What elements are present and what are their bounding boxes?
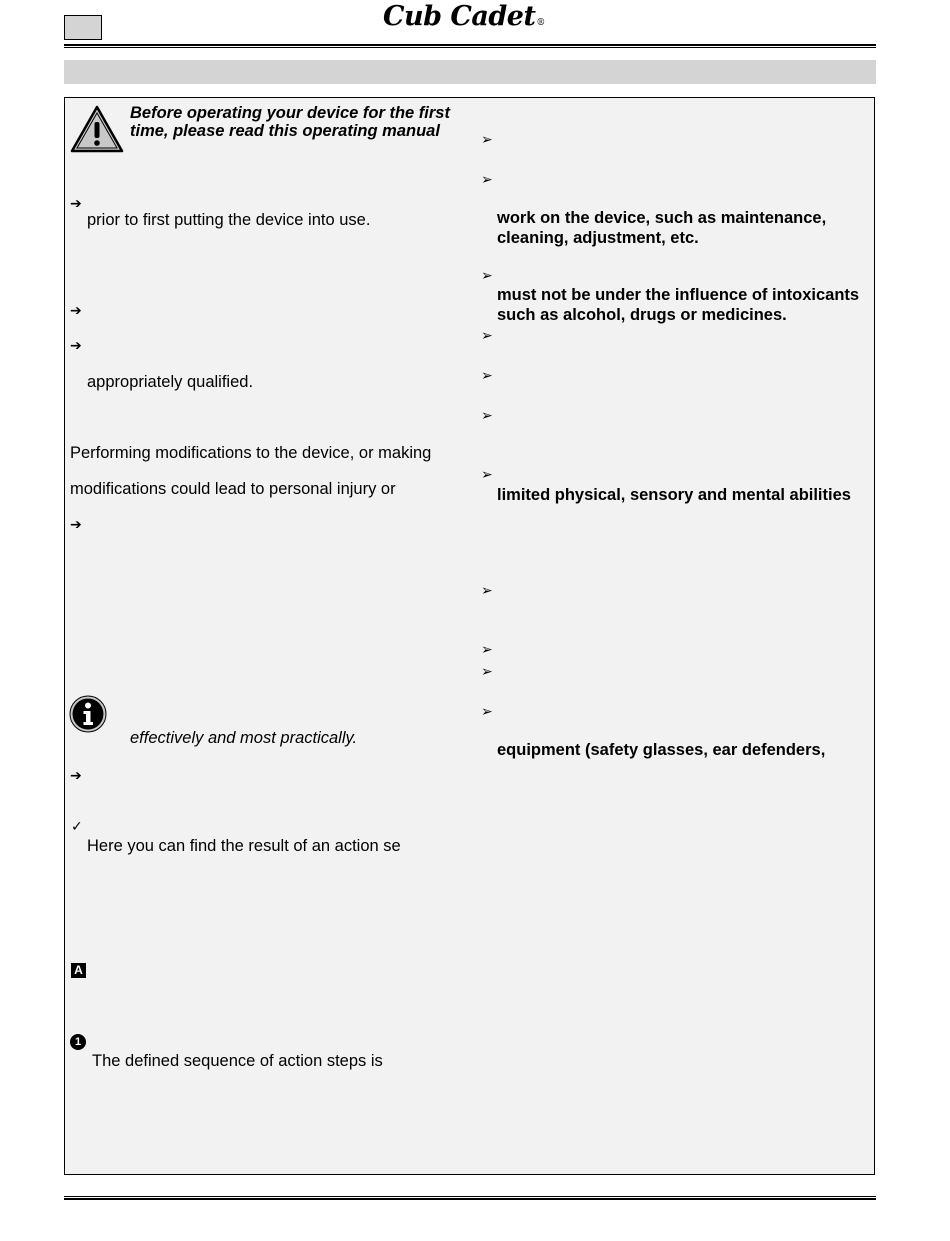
arrow-right-icon: ➔	[70, 767, 82, 783]
chevron-arrowhead-icon: ➢	[481, 367, 493, 383]
text-intoxicants: must not be under the influence of intoxicants	[497, 286, 860, 304]
header-rule-thin	[64, 47, 876, 48]
checkmark-icon: ✓	[71, 818, 83, 834]
warning-triangle-icon	[70, 104, 124, 154]
brand-registered-mark: ®	[536, 18, 545, 28]
chevron-arrowhead-icon: ➢	[481, 703, 493, 719]
brand-logo	[383, 1, 545, 39]
brand-name: Cub Cadet	[383, 1, 536, 32]
warning-heading-line1: Before operating your device for the first	[130, 104, 450, 122]
chevron-arrowhead-icon: ➢	[481, 131, 493, 147]
text-cleaning-adjustment: cleaning, adjustment, etc.	[497, 229, 699, 247]
chevron-arrowhead-icon: ➢	[481, 466, 493, 482]
text-alcohol-drugs: such as alcohol, drugs or medicines.	[497, 306, 787, 324]
arrow-right-icon: ➔	[70, 195, 82, 211]
step-number-1: 1	[70, 1034, 86, 1050]
chevron-arrowhead-icon: ➢	[481, 582, 493, 598]
section-heading-bar	[64, 60, 876, 84]
footer-rule	[64, 1198, 876, 1200]
figure-label-a: A	[71, 963, 86, 978]
text-appropriately-qualified: appropriately qualified.	[87, 373, 254, 391]
text-result-action: Here you can find the result of an action se	[87, 837, 401, 855]
info-icon	[69, 695, 107, 733]
chevron-arrowhead-icon: ➢	[481, 267, 493, 283]
page-number-box	[64, 15, 102, 40]
chevron-arrowhead-icon: ➢	[481, 407, 493, 423]
chevron-arrowhead-icon: ➢	[481, 663, 493, 679]
text-performing-modifications: Performing modifications to the device, or making	[70, 444, 432, 462]
footer-rule-thin	[64, 1196, 876, 1197]
arrow-right-icon: ➔	[70, 516, 82, 532]
text-limited-abilities: limited physical, sensory and mental abilities	[497, 486, 851, 504]
chevron-arrowhead-icon: ➢	[481, 327, 493, 343]
chevron-arrowhead-icon: ➢	[481, 641, 493, 657]
arrow-right-icon: ➔	[70, 302, 82, 318]
content-box	[64, 97, 875, 1175]
chevron-arrowhead-icon: ➢	[481, 171, 493, 187]
text-defined-sequence: The defined sequence of action steps is	[92, 1052, 383, 1070]
arrow-right-icon: ➔	[70, 337, 82, 353]
info-text-effectively: effectively and most practically.	[130, 729, 358, 747]
text-prior-first-use: prior to first putting the device into use.	[87, 211, 371, 229]
header-rule	[64, 44, 876, 46]
text-modifications-injury: modifications could lead to personal injury or	[70, 480, 396, 498]
text-work-on-device: work on the device, such as maintenance,	[497, 209, 827, 227]
text-equipment-safety: equipment (safety glasses, ear defenders,	[497, 741, 826, 759]
warning-heading-line2: time, please read this operating manual	[130, 122, 440, 140]
